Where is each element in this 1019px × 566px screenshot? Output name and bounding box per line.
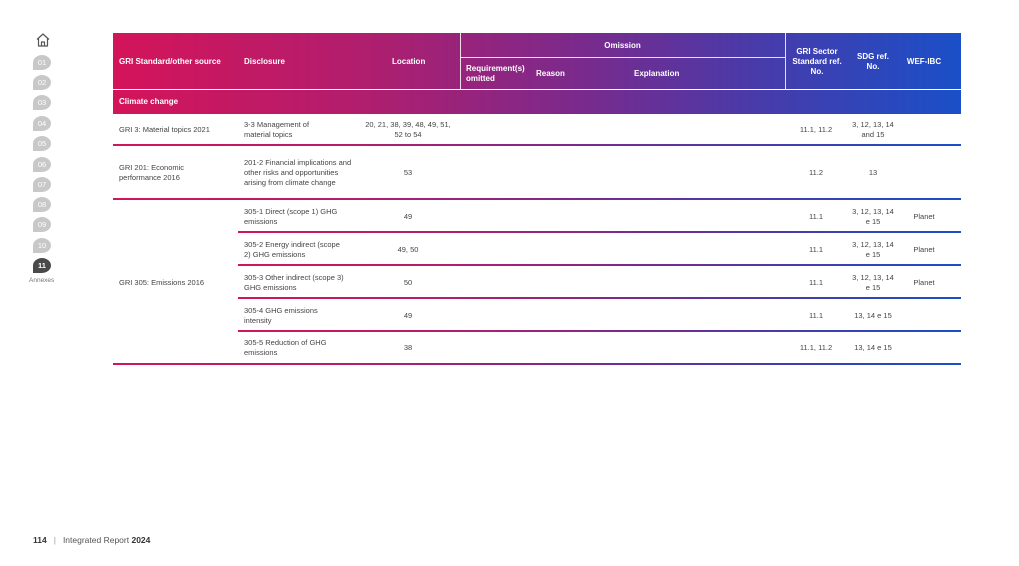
nav-item-01[interactable]: 01 (33, 55, 51, 70)
source-cell: GRI 305: Emissions 2016 (119, 278, 205, 287)
header-reason: Reason (536, 69, 565, 78)
location-cell: 53 (403, 168, 413, 177)
page-number: 114 (33, 535, 47, 545)
disclosure-cell: 305-5 Reduction of GHG emissions (244, 337, 327, 357)
nav-item-03[interactable]: 03 (33, 95, 51, 110)
header-divider (785, 33, 786, 89)
disclosure-cell: 3-3 Management of material topics (244, 120, 310, 139)
location-cell: 49, 50 (397, 244, 419, 254)
nav-item-10[interactable]: 10 (33, 238, 51, 253)
wef-cell (900, 146, 948, 200)
disclosure-cell: 305-1 Direct (scope 1) GHG emissions (244, 206, 338, 226)
table-row (113, 332, 961, 363)
sdg-cell: 3, 12, 13, 14 e 15 (852, 206, 894, 226)
table-row (113, 146, 961, 200)
row-group (113, 200, 961, 365)
header-requirement: Requirement(s) omitted (466, 64, 525, 83)
annexes-label: Annexes (29, 277, 55, 284)
sdg-cell: 13 (868, 168, 878, 177)
wef-cell: Planet (913, 244, 935, 254)
sdg-cell: 13, 14 e 15 (854, 342, 892, 352)
gri-sector-cell: 11.1 (808, 310, 824, 320)
sdg-cell: 3, 12, 13, 14 e 15 (852, 272, 894, 292)
report-name: Integrated Report (62, 535, 130, 545)
gri-sector-cell: 11.1 (808, 244, 824, 254)
location-cell: 49 (403, 310, 413, 320)
wef-cell (900, 114, 948, 146)
sdg-cell: 3, 12, 13, 14 e 15 (852, 239, 894, 259)
wef-cell (900, 332, 948, 363)
nav-item-11[interactable]: 11 (33, 258, 51, 273)
location-cell: 38 (403, 342, 413, 352)
header-sdg: SDG ref. No. (856, 52, 889, 71)
nav-item-02[interactable]: 02 (33, 75, 51, 90)
gri-sector-cell: 11.2 (808, 168, 824, 177)
table-row (113, 200, 961, 233)
header-gri-sector: GRI Sector Standard ref. No. (792, 47, 842, 76)
header-explanation: Explanation (634, 69, 680, 78)
header-source: GRI Standard/other source (119, 57, 221, 66)
section-title: Climate change (113, 90, 961, 114)
wef-cell: Planet (913, 277, 935, 287)
nav-item-05[interactable]: 05 (33, 136, 51, 151)
header-location: Location (392, 57, 426, 66)
sdg-cell: 13, 14 e 15 (854, 310, 892, 320)
source-cell: GRI 3: Material topics 2021 (119, 125, 210, 134)
disclosure-cell: 305-4 GHG emissions intensity (244, 305, 318, 325)
table-row (113, 114, 961, 146)
gri-sector-cell: 11.1, 11.2 (799, 125, 833, 134)
gri-sector-cell: 11.1 (808, 211, 824, 221)
nav-item-07[interactable]: 07 (33, 177, 51, 192)
location-cell: 50 (403, 277, 413, 287)
gri-sector-cell: 11.1, 11.2 (799, 342, 833, 352)
sdg-cell: 3, 12, 13, 14 and 15 (852, 120, 894, 139)
home-icon[interactable] (35, 32, 51, 48)
nav-item-04[interactable]: 04 (33, 116, 51, 131)
source-cell: GRI 201: Economic performance 2016 (119, 163, 185, 182)
row-divider (113, 363, 961, 365)
table-row (113, 266, 961, 299)
report-year: 2024 (131, 535, 151, 545)
nav-item-09[interactable]: 09 (33, 217, 51, 232)
footer-separator: | (53, 535, 56, 545)
location-cell: 49 (403, 211, 413, 221)
gri-content-table (113, 33, 961, 365)
header-disclosure: Disclosure (244, 57, 285, 66)
wef-cell: Planet (913, 211, 935, 221)
header-wef: WEF-IBC (906, 57, 942, 66)
header-omission: Omission (604, 41, 641, 50)
disclosure-cell: 305-3 Other indirect (scope 3) GHG emissions (244, 272, 344, 292)
page-footer (33, 535, 150, 545)
gri-sector-cell: 11.1 (808, 277, 824, 287)
table-row (113, 299, 961, 332)
table-header (113, 33, 961, 89)
header-divider (460, 57, 785, 58)
disclosure-cell: 305-2 Energy indirect (scope 2) GHG emissions (244, 239, 340, 259)
nav-item-06[interactable]: 06 (33, 157, 51, 172)
nav-item-08[interactable]: 08 (33, 197, 51, 212)
disclosure-cell: 201-2 Financial implications and other risks and opportunities arising from climate change (244, 158, 352, 187)
location-cell: 20, 21, 38, 39, 48, 49, 51, 52 to 54 (365, 120, 451, 139)
wef-cell (900, 299, 948, 332)
table-row (113, 233, 961, 266)
